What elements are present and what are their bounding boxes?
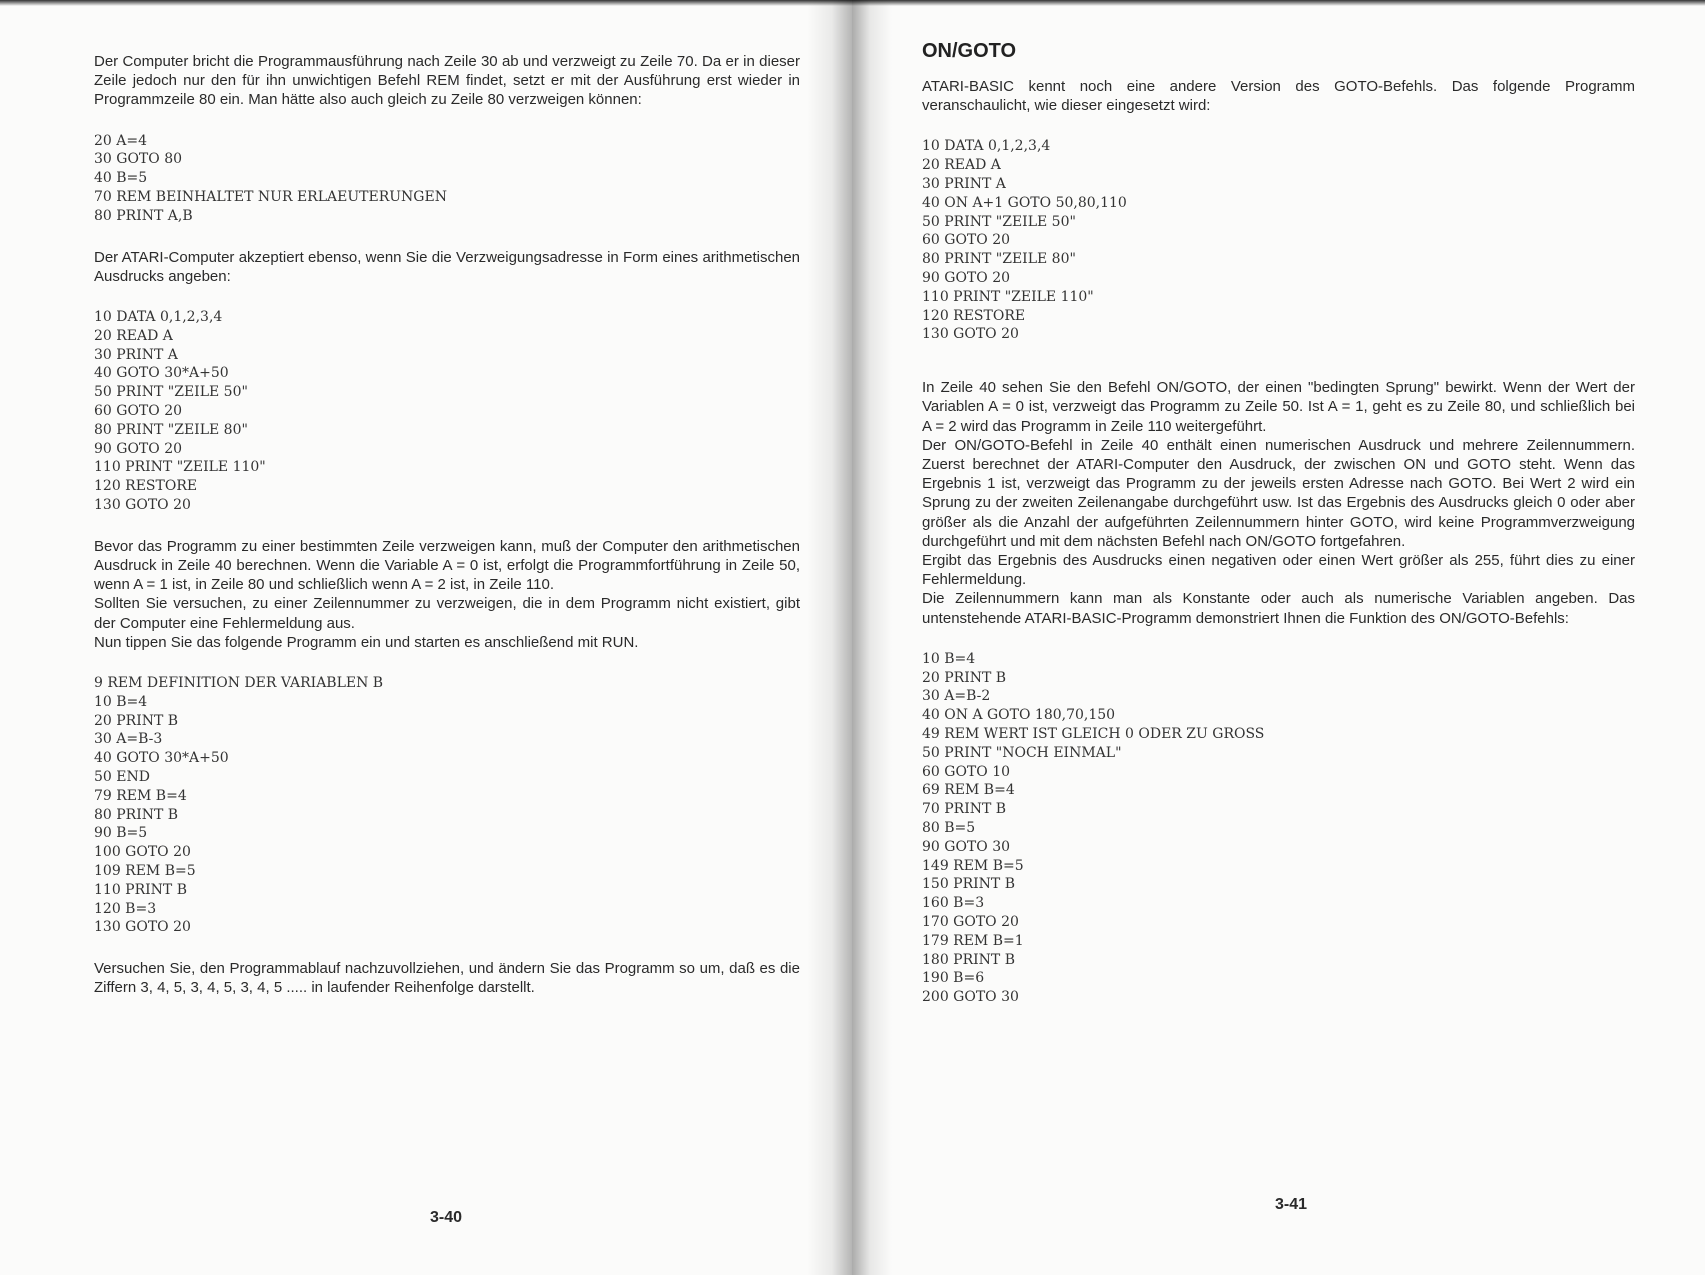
paragraph-4: Versuchen Sie, den Programmablauf nachzuvollziehen, und ändern Sie das Programm so um, daß es die Ziffern 3, 4, 5, 3, 4, 5, 3, 4, 5 ..... in laufender Reihenfolge darstellt. bbox=[94, 960, 800, 997]
code-line: 150 PRINT B bbox=[922, 876, 1015, 893]
code-line: 70 REM BEINHALTET NUR ERLAEUTERUNGEN bbox=[94, 189, 447, 205]
code-line: 20 READ A bbox=[94, 327, 173, 344]
code-line: 30 A=B-3 bbox=[94, 731, 163, 748]
code-line: 109 REM B=5 bbox=[94, 862, 196, 879]
paragraph-2-line: Der ON/GOTO-Befehl in Zeile 40 enthält einen numerischen Ausdruck und mehrere Zeilennummern. Zuerst berechnet der ATARI-Computer den Ausdruck, der zwischen ON und GOTO steht. Wenn das Ergebnis 1 ist, verzweigt das Programm zu der jeweils ersten Adresse nach GOTO. Bei Wert 2 wird ein Sprung zu der zweiten Zeilenangabe durchgeführt usw. Ist das Ergebnis des Ausdrucks gleich 0 oder aber größer als die Anzahl der aufgeführten Zeilennummern hinter GOTO, wird keine Programmverzweigung durchgeführt und mit dem nächsten Befehl nach ON/GOTO fortgefahren. bbox=[922, 436, 1635, 550]
code-line: 10 DATA 0,1,2,3,4 bbox=[94, 309, 223, 325]
paragraph-2 bbox=[922, 378, 1635, 628]
code-line: 80 PRINT "ZEILE 80" bbox=[94, 421, 248, 438]
page-top-shadow bbox=[852, 0, 1705, 6]
code-line: 190 B=6 bbox=[922, 970, 985, 987]
code-line: 69 REM B=4 bbox=[922, 782, 1015, 799]
code-line: 160 B=3 bbox=[922, 895, 985, 912]
code-line: 149 REM B=5 bbox=[922, 857, 1024, 874]
code-line: 179 REM B=1 bbox=[922, 932, 1024, 949]
code-line: 110 PRINT "ZEILE 110" bbox=[94, 459, 266, 476]
code-line: 130 GOTO 20 bbox=[94, 496, 191, 513]
code-line: 9 REM DEFINITION DER VARIABLEN B bbox=[94, 674, 384, 691]
code-line: 60 GOTO 10 bbox=[922, 763, 1011, 780]
code-line: 80 PRINT B bbox=[94, 806, 179, 823]
code-line: 50 PRINT "NOCH EINMAL" bbox=[922, 744, 1122, 761]
code-listing-2 bbox=[922, 650, 1635, 1007]
page-number: 3-41 bbox=[1275, 1196, 1308, 1213]
code-line: 90 B=5 bbox=[94, 825, 148, 842]
code-line: 200 GOTO 30 bbox=[922, 989, 1019, 1006]
code-line: 20 PRINT B bbox=[922, 669, 1007, 686]
code-line: 130 GOTO 20 bbox=[94, 919, 191, 936]
right-column bbox=[922, 40, 1635, 1007]
section-heading: ON/GOTO bbox=[922, 40, 1017, 62]
code-line: 80 B=5 bbox=[922, 819, 976, 836]
code-line: 20 A=4 bbox=[94, 132, 148, 149]
code-line: 110 PRINT "ZEILE 110" bbox=[922, 288, 1094, 305]
code-line: 60 GOTO 20 bbox=[922, 232, 1011, 249]
paragraph-2: Der ATARI-Computer akzeptiert ebenso, wenn Sie die Verzweigungsadresse in Form eines arithmetischen Ausdrucks angeben: bbox=[94, 248, 800, 285]
code-line: 180 PRINT B bbox=[922, 951, 1015, 968]
code-line: 40 GOTO 30*A+50 bbox=[94, 750, 229, 767]
page-number: 3-40 bbox=[430, 1209, 463, 1226]
code-line: 10 B=4 bbox=[94, 693, 148, 710]
intro-paragraph: ATARI-BASIC kennt noch eine andere Version des GOTO-Befehls. Das folgende Programm veranschaulicht, wie dieser eingesetzt wird: bbox=[922, 78, 1635, 115]
code-line: 40 GOTO 30*A+50 bbox=[94, 365, 229, 382]
code-line: 40 ON A+1 GOTO 50,80,110 bbox=[922, 194, 1127, 211]
code-listing-3 bbox=[94, 674, 800, 937]
code-line: 40 ON A GOTO 180,70,150 bbox=[922, 707, 1116, 724]
code-line: 90 GOTO 30 bbox=[922, 838, 1011, 855]
paragraph-2-line: In Zeile 40 sehen Sie den Befehl ON/GOTO, der einen "bedingten Sprung" bewirkt. Wenn der Wert der Variablen A = 0 ist, verzweigt das Programm zu Zeile 50. Ist A = 1, geht es zu Zeile 80, und schließlich bei A = 2 wird das Programm in Zeile 110 weitergeführt. bbox=[922, 379, 1635, 435]
left-column bbox=[94, 52, 800, 998]
page-top-shadow bbox=[0, 0, 852, 6]
code-listing-1 bbox=[94, 132, 800, 226]
paragraph-2-line: Die Zeilennummern kann man als Konstante oder auch als numerische Variablen angeben. Das untenstehende ATARI-BASIC-Programm demonstriert Ihnen die Funktion des ON/GOTO-Befehls: bbox=[922, 590, 1635, 627]
gutter-shadow bbox=[807, 0, 852, 1275]
code-line: 170 GOTO 20 bbox=[922, 913, 1019, 930]
code-line: 30 PRINT A bbox=[922, 176, 1006, 192]
code-listing-2 bbox=[94, 308, 800, 515]
code-line: 49 REM WERT IST GLEICH 0 ODER ZU GROSS bbox=[922, 726, 1265, 742]
code-line: 120 B=3 bbox=[94, 900, 157, 917]
code-line: 50 END bbox=[94, 768, 150, 785]
code-line: 20 PRINT B bbox=[94, 712, 179, 729]
code-line: 79 REM B=4 bbox=[94, 787, 187, 804]
code-line: 20 READ A bbox=[922, 157, 1001, 174]
code-line: 10 B=4 bbox=[922, 650, 976, 667]
paragraph-2-line: Ergibt das Ergebnis des Ausdrucks einen negativen oder einen Wert größer als 255, führt dies zu einer Fehlermeldung. bbox=[922, 552, 1635, 589]
code-line: 120 RESTORE bbox=[94, 478, 198, 495]
code-line: 30 A=B-2 bbox=[922, 688, 991, 705]
paragraph-3-line: Sollten Sie versuchen, zu einer Zeilennummer zu verzweigen, die in dem Programm nicht existiert, gibt der Computer eine Fehlermeldung aus. bbox=[94, 595, 800, 632]
code-line: 70 PRINT B bbox=[922, 801, 1007, 818]
left-page bbox=[0, 0, 852, 1275]
code-line: 50 PRINT "ZEILE 50" bbox=[94, 384, 248, 401]
code-line: 30 GOTO 80 bbox=[94, 151, 183, 168]
code-line: 50 PRINT "ZEILE 50" bbox=[922, 213, 1076, 230]
paragraph-3-line: Bevor das Programm zu einer bestimmten Zeile verzweigen kann, muß der Computer den arithmetischen Ausdruck in Zeile 40 berechnen. Wenn die Variable A = 0 ist, erfolgt die Programmfortführung in Zeile 50, wenn A = 1 ist, in Zeile 80 und schließlich wenn A = 2 ist, in Zeile 110. bbox=[94, 537, 800, 594]
code-line: 80 PRINT "ZEILE 80" bbox=[922, 251, 1076, 268]
right-page bbox=[852, 0, 1705, 1275]
intro-paragraph: Der Computer bricht die Programmausführung nach Zeile 30 ab und verzweigt zu Zeile 70. Da er in dieser Zeile jedoch nur den für ihn unwichtigen Befehl REM findet, setzt er mit der Ausführung erst wieder in Programmzeile 80 ein. Man hätte also auch gleich zu Zeile 80 verzweigen können: bbox=[94, 53, 800, 109]
code-line: 100 GOTO 20 bbox=[94, 844, 191, 861]
code-line: 120 RESTORE bbox=[922, 307, 1026, 324]
code-line: 130 GOTO 20 bbox=[922, 326, 1019, 343]
paragraph-3 bbox=[94, 537, 800, 652]
gutter-shadow bbox=[852, 0, 892, 1275]
code-line: 90 GOTO 20 bbox=[94, 440, 183, 457]
code-line: 110 PRINT B bbox=[94, 881, 187, 898]
paragraph-3-line: Nun tippen Sie das folgende Programm ein und starten es anschließend mit RUN. bbox=[94, 633, 639, 651]
code-line: 60 GOTO 20 bbox=[94, 402, 183, 419]
code-listing-1 bbox=[922, 137, 1635, 344]
code-line: 80 PRINT A,B bbox=[94, 207, 193, 224]
code-line: 10 DATA 0,1,2,3,4 bbox=[922, 138, 1051, 155]
code-line: 40 B=5 bbox=[94, 170, 148, 187]
code-line: 90 GOTO 20 bbox=[922, 269, 1011, 286]
code-line: 30 PRINT A bbox=[94, 346, 178, 363]
